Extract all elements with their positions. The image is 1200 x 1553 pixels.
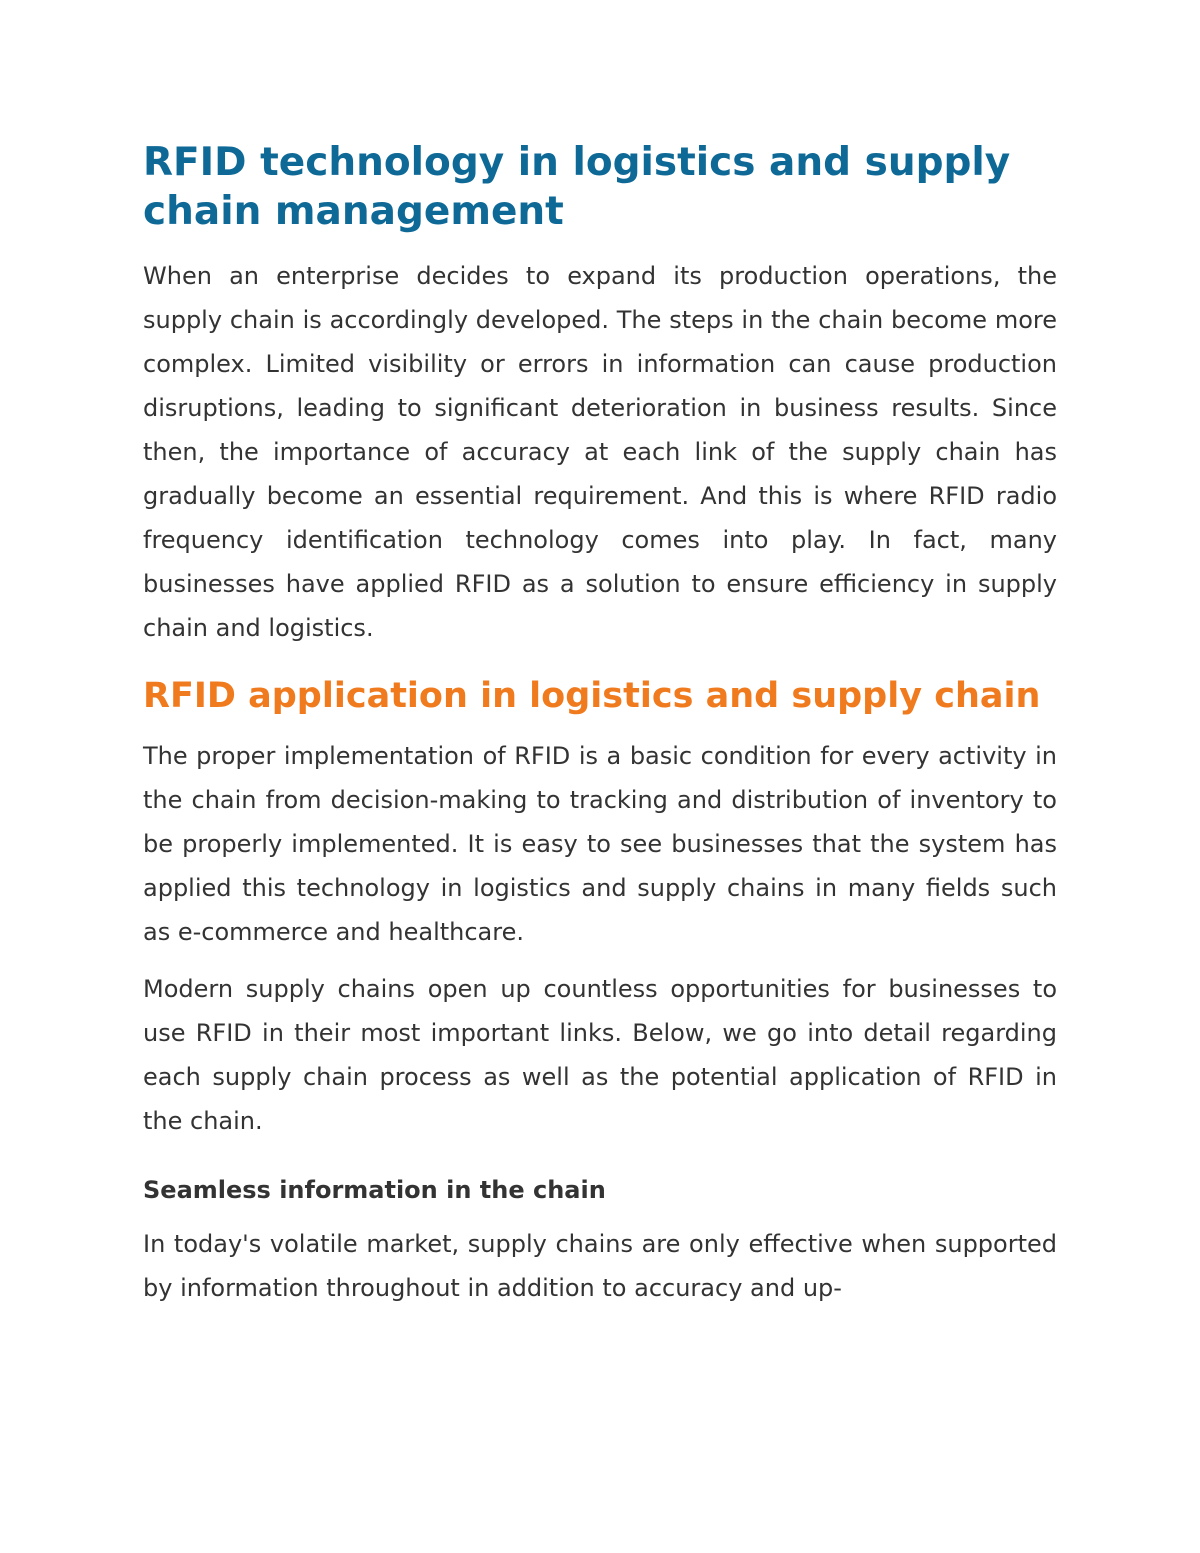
page-title: RFID technology in logistics and supply chain management <box>143 140 1011 234</box>
section-paragraph-2: Modern supply chains open up countless opportunities for businesses to use RFID in their most important links. Below, we go into detail regarding each supply chain process as well as the potential application of RFID in the chain. <box>143 975 1057 1135</box>
intro-paragraph: When an enterprise decides to expand its production operations, the supply chain is accordingly developed. The steps in the chain become more complex. Limited visibility or errors in information can cause production disruptions, leading to significant deterioration in business results. Since then, the importance of accuracy at each link of the supply chain has gradually become an essential requirement. And this is where RFID radio frequency identification technology comes into play. In fact, many businesses have applied RFID as a solution to ensure efficiency in supply chain and logistics. <box>143 262 1057 642</box>
subsection-paragraph: In today's volatile market, supply chains are only effective when supported by information throughout in addition to accuracy and up- <box>143 1230 1057 1302</box>
subsection-heading: Seamless information in the chain <box>143 1176 606 1204</box>
section-paragraph-1: The proper implementation of RFID is a basic condition for every activity in the chain from decision-making to tracking and distribution of inventory to be properly implemented. It is easy to see businesses that the system has applied this technology in logistics and supply chains in many fields such as e-commerce and healthcare. <box>143 742 1057 946</box>
section-heading: RFID application in logistics and supply chain <box>143 676 1041 716</box>
document-page <box>143 138 1057 1323</box>
